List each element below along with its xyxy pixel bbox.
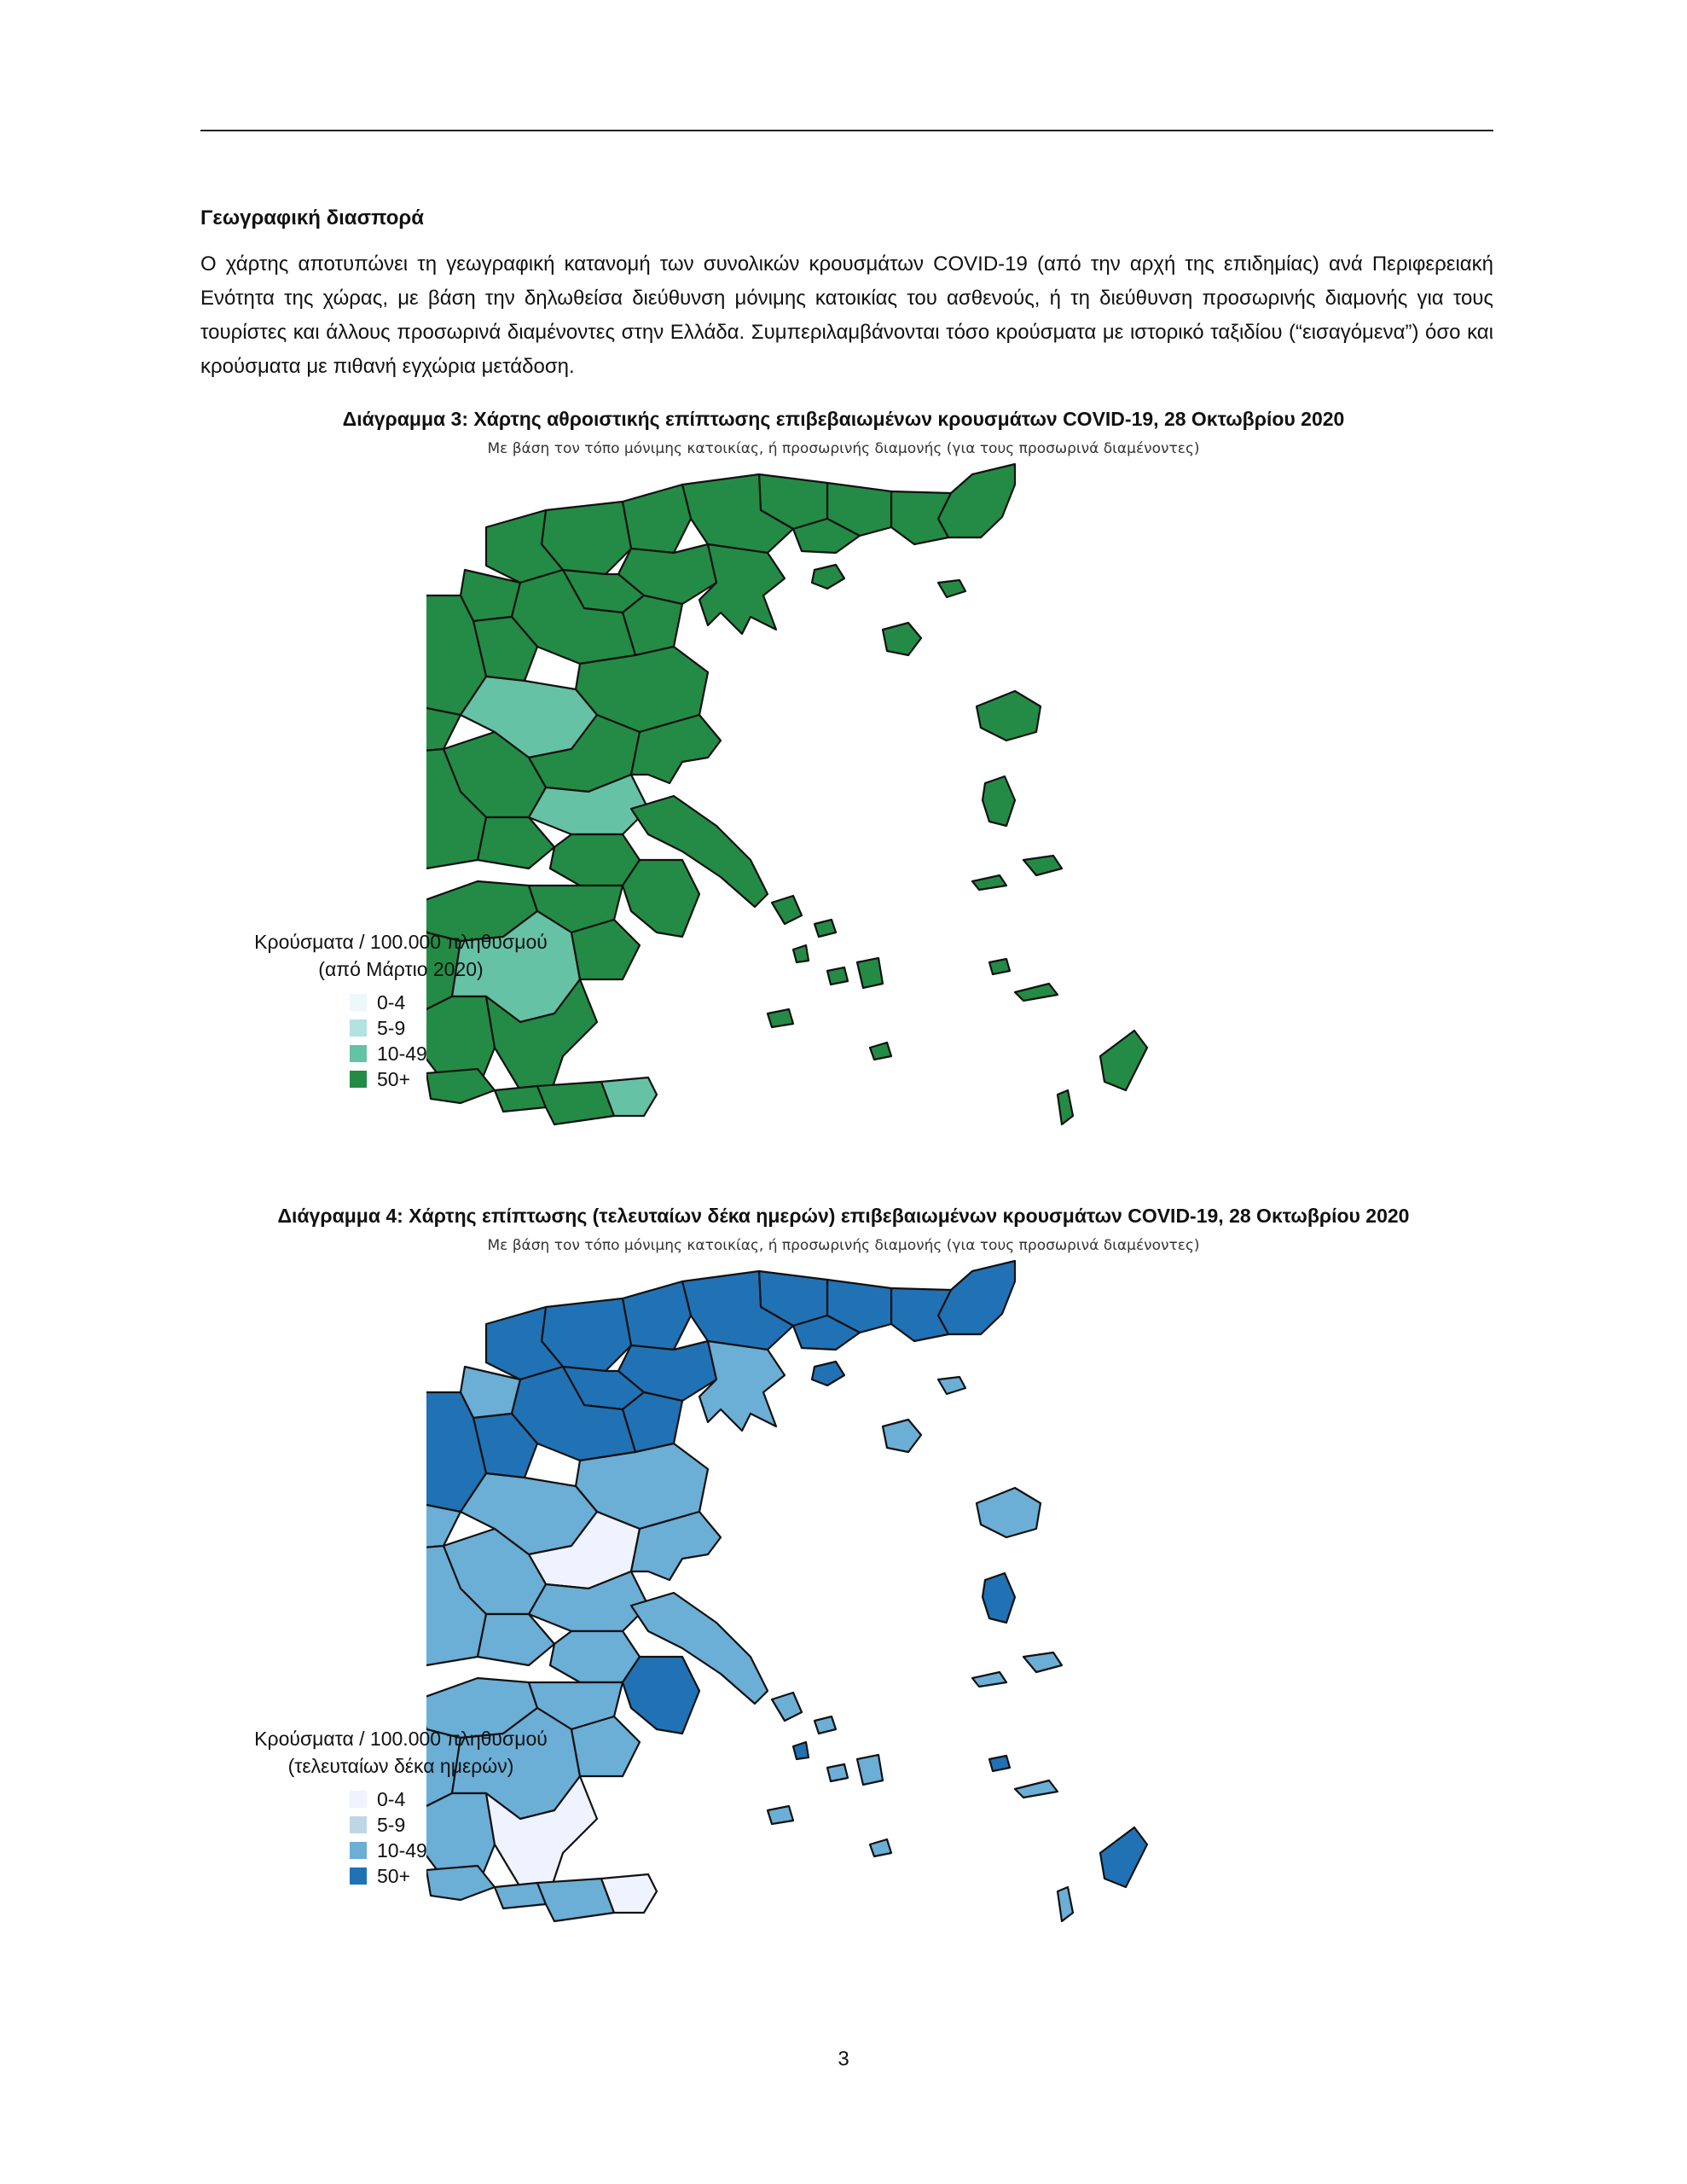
map1-legend-item [350,1015,580,1041]
map2-legend-item [350,1786,580,1812]
map1-region-karpathos [1058,1090,1073,1124]
map2-region-karpathos [1058,1887,1073,1921]
map2-region-fokida [478,1614,554,1665]
map1-region-chalkidiki [699,544,785,634]
map1-region-attiki [623,860,699,937]
map2-region-milos [768,1806,793,1824]
map2-region-kos [1015,1780,1058,1798]
map1-legend-subtitle: (από Μάρτιο 2020) [318,958,484,980]
map2-legend-label: 50+ [377,1864,411,1887]
map2-region-argolida [571,1716,640,1776]
map2-legend-item [350,1838,580,1863]
map1-legend-swatch [350,1071,367,1088]
map2-region-ikaria [972,1672,1006,1687]
map1-legend-swatch [350,994,367,1011]
map2-region-naxos [857,1755,883,1785]
map1-legend-item [350,1041,580,1066]
map1-region-fokida [478,817,554,868]
map2-legend-items [350,1786,580,1889]
map1-legend-item [350,1066,580,1092]
map1-region-samothraki [938,580,965,597]
map2-legend-subtitle: (τελευταίων δέκα ημερών) [287,1755,514,1777]
map1-legend-label: 0-4 [377,990,406,1014]
map2-legend [222,1725,580,1889]
map1-region-kilkis [623,485,691,553]
map2-region-rodos [1100,1827,1147,1887]
map1-legend-label: 10-49 [377,1042,427,1065]
map2-region-samothraki [938,1377,965,1394]
map1-region-samos [1023,856,1062,875]
map1-legend-swatch [350,1045,367,1062]
map2-legend-swatch [350,1867,367,1885]
map2-region-kilkis [623,1281,691,1350]
map2-region-thasos [812,1362,844,1385]
map1-legend-items [350,990,580,1092]
header-rule [200,130,1493,131]
map1-region-kalymnos [989,959,1010,974]
map1-legend [222,928,580,1092]
map2-region-lesvos [977,1488,1041,1537]
map1-legend-title: Κρούσματα / 100.000 πληθυσμού [254,931,548,953]
map2-legend-swatch [350,1816,367,1833]
map1-region-limnos [883,623,921,655]
map2-region-samos [1023,1653,1062,1672]
map2-region-andros [772,1693,802,1721]
intro-paragraph: Ο χάρτης αποτυπώνει τη γεωγραφική κατανομή των συνολικών κρουσμάτων COVID-19 (από την αρχή της επιδημίας) ανά Περιφερειακή Ενότητα της χώρας, με βάση την δηλωθείσα διεύθυνση μόνιμης κατοικίας του ασθενούς, ή τη διεύθυνση προσωρινής διαμονής για τους τουρίστες και άλλους προσωρινά διαμένοντες στην Ελλάδα. Συμπεριλαμβάνονται τόσο κρούσματα με ιστορικό ταξιδίου (“εισαγόμενα”) όσο και κρούσματα με πιθανή εγχώρια μετάδοση. [200,253,1493,378]
map2-legend-item [350,1863,580,1889]
map1-subtitle: Με βάση τον τόπο μόνιμης κατοικίας, ή προσωρινής διαμονής (για τους προσωρινά διαμένοντες) [487,440,1200,457]
map2-legend-label: 5-9 [377,1813,406,1836]
map2-region-attiki [623,1657,699,1734]
map2-region-kalymnos [989,1756,1010,1771]
map1-region-voiotia [550,834,640,886]
map1-region-rodos [1100,1031,1147,1090]
map1-region-milos [768,1009,793,1027]
map1-region-kos [1015,984,1058,1001]
map1-region-evros [938,464,1015,537]
map2-region-chalkidiki [699,1341,785,1431]
map1-legend-item [350,990,580,1015]
map2-region-voiotia [550,1631,640,1682]
map2-legend-label: 10-49 [377,1838,427,1862]
map1-region-tinos [815,920,836,937]
map2-legend-swatch [350,1842,367,1859]
map1-legend-label: 5-9 [377,1016,406,1039]
map2-legend-swatch [350,1791,367,1808]
map1-region-chios [983,776,1015,826]
map2-region-tinos [815,1716,836,1734]
map2-legend-title: Κρούσματα / 100.000 πληθυσμού [254,1728,548,1750]
map1-region-andros [772,896,802,924]
map2-region-syros [793,1742,809,1759]
map1-region-santorini [870,1043,891,1060]
page-number: 3 [838,2048,849,2071]
section-heading: Γεωγραφική διασπορά [200,206,424,229]
map2-region-paros [827,1764,848,1781]
map2-region-chios [983,1573,1015,1623]
map1-title: Διάγραμμα 3: Χάρτης αθροιστικής επίπτωσης επιβεβαιωμένων κρουσμάτων COVID-19, 28 Οκτωβρίου 2020 [342,408,1345,430]
map2-region-limnos [883,1420,921,1452]
map1-region-paros [827,967,848,985]
map2-region-santorini [870,1839,891,1856]
map1-legend-label: 50+ [377,1067,411,1090]
map1-legend-swatch [350,1019,367,1037]
map1-region-argolida [571,920,640,979]
map1-region-syros [793,945,809,962]
map2-subtitle: Με βάση τον τόπο μόνιμης κατοικίας, ή προσωρινής διαμονής (για τους προσωρινά διαμένοντες) [487,1237,1200,1254]
map2-legend-item [350,1812,580,1838]
map1-region-ikaria [972,875,1006,890]
map1-region-lesvos [977,691,1041,741]
map2-title: Διάγραμμα 4: Χάρτης επίπτωσης (τελευταίων δέκα ημερών) επιβεβαιωμένων κρουσμάτων COVID-19, 28 Οκτωβρίου 2020 [277,1205,1410,1227]
map2-region-evros [938,1261,1015,1334]
map1-region-thasos [812,565,844,589]
map1-region-naxos [857,958,883,988]
map2-legend-label: 0-4 [377,1787,406,1810]
